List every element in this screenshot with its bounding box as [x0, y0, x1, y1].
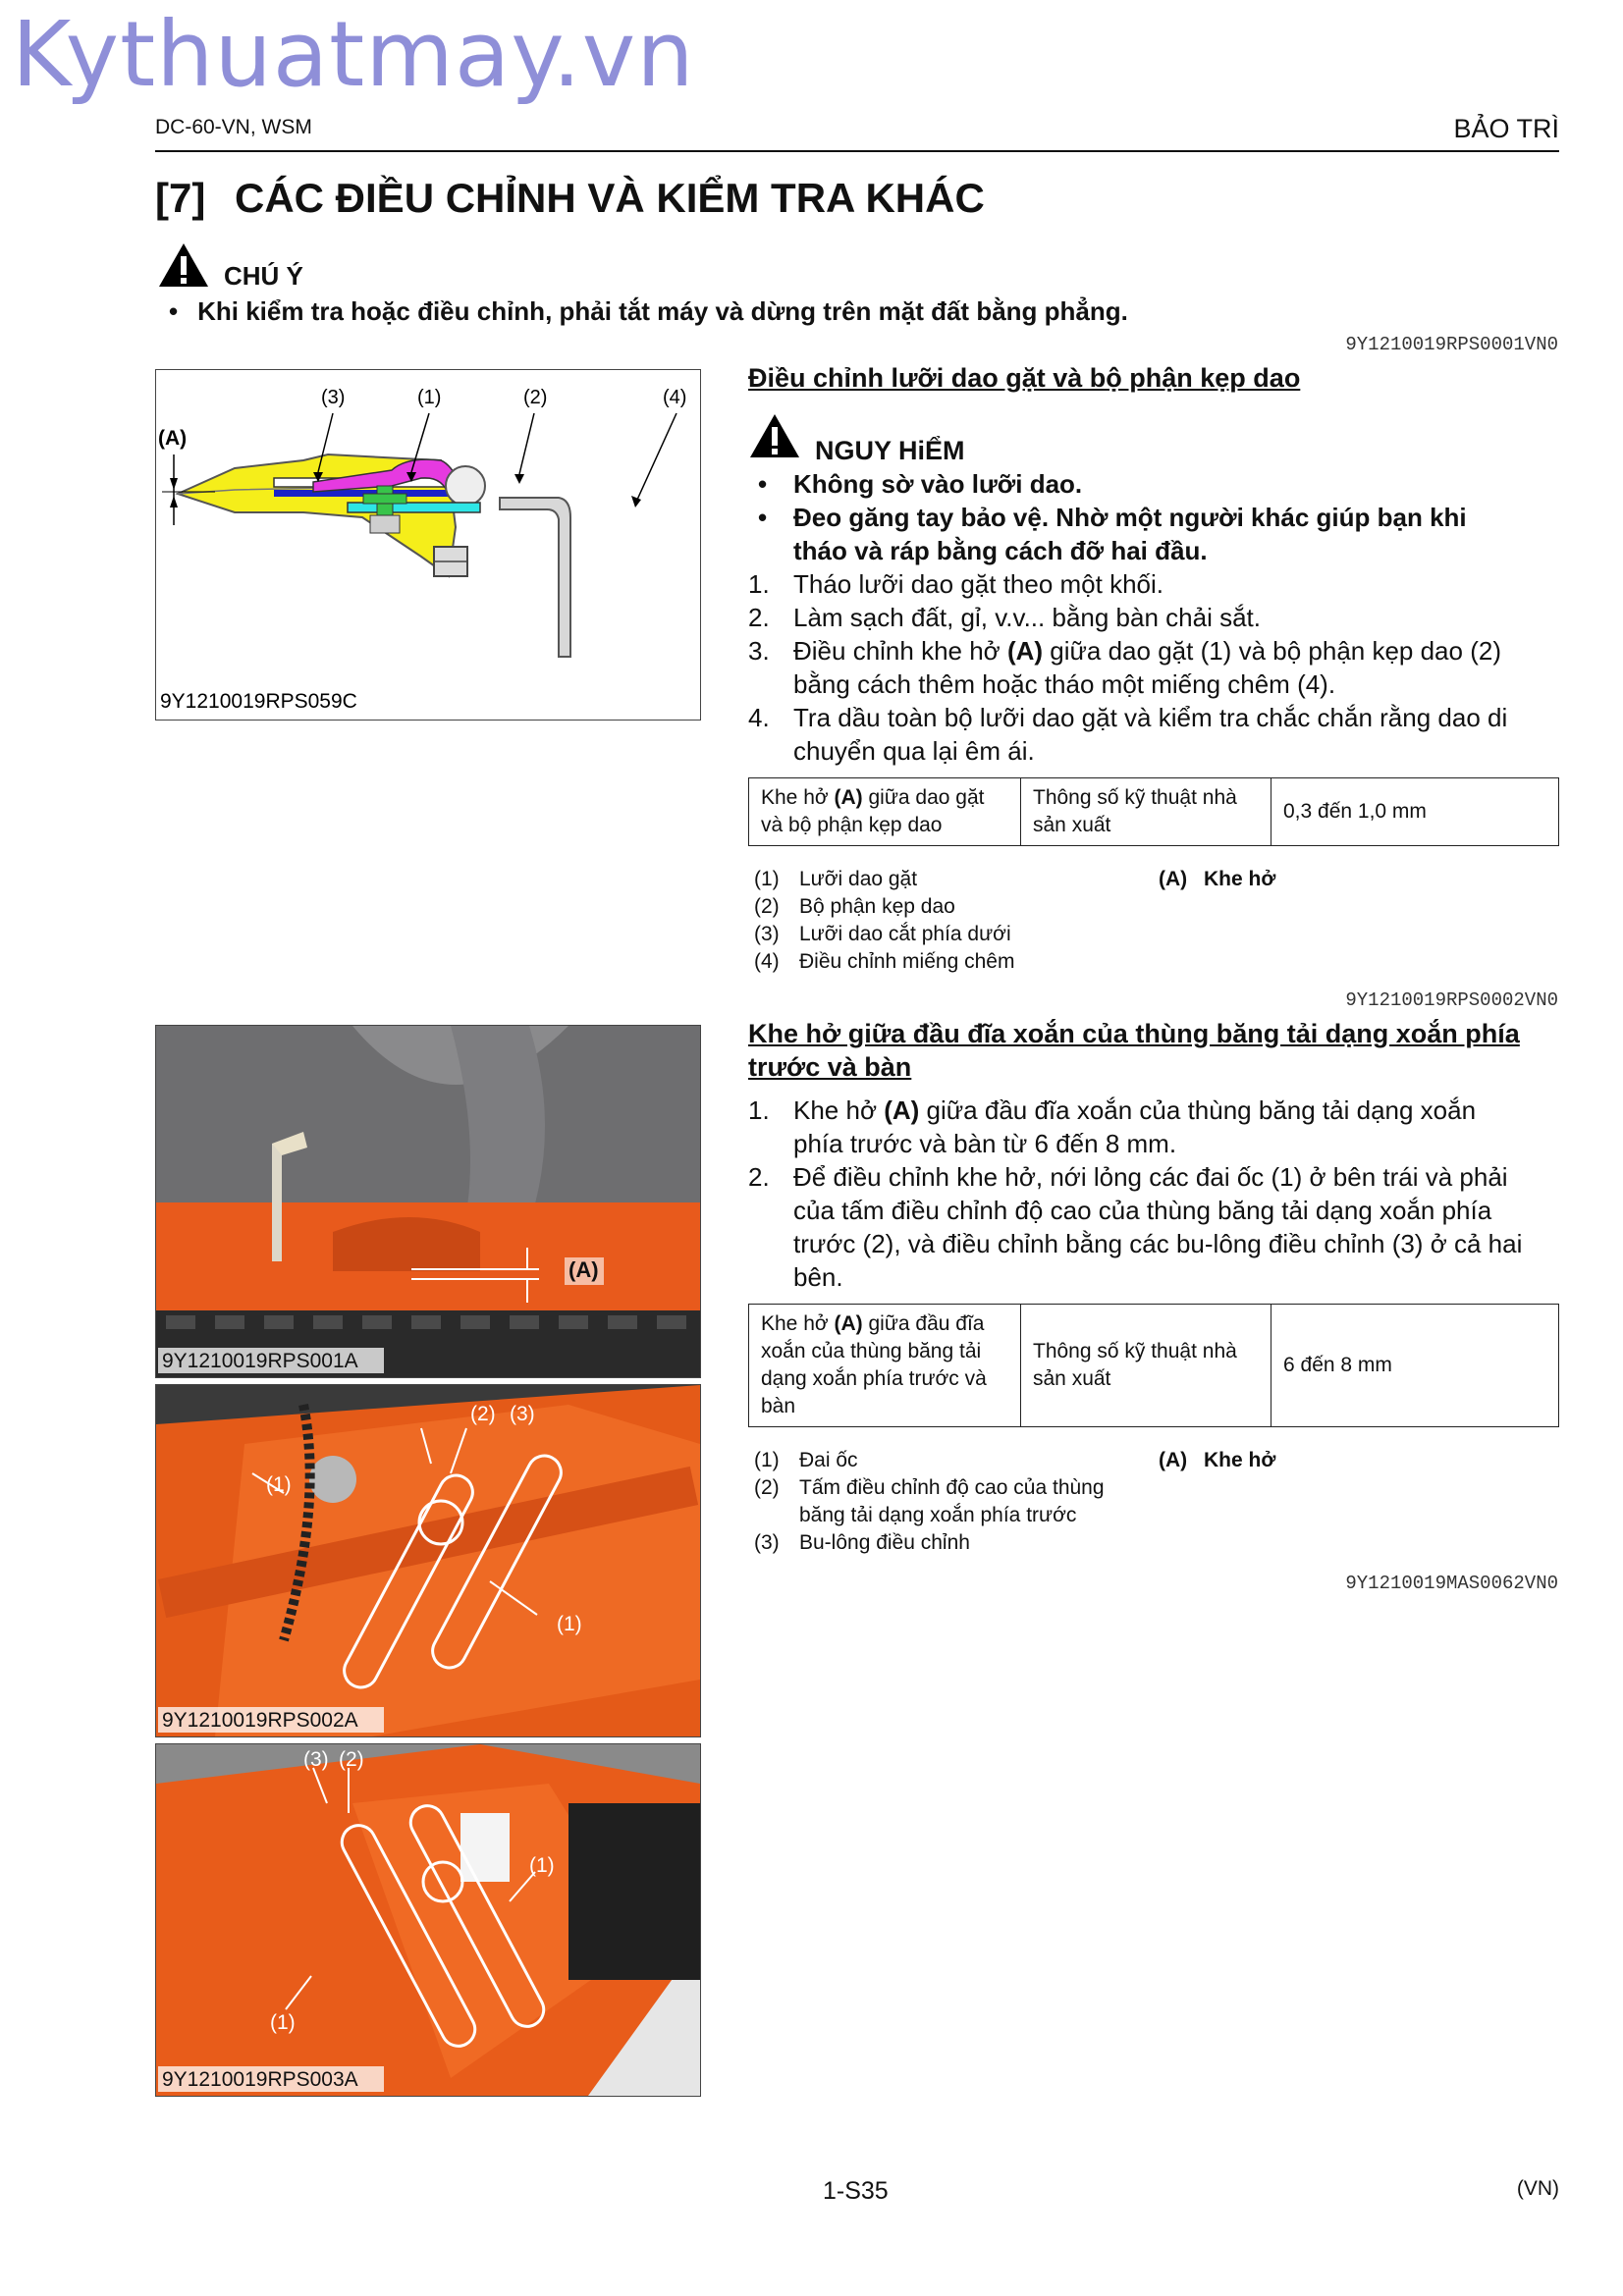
legend-item [754, 921, 1014, 948]
legend-num: (1) [754, 868, 780, 890]
legend-text: Điều chỉnh miếng chêm [799, 950, 1015, 973]
doc-code-2: 9Y1210019RPS0002VN0 [1345, 989, 1558, 1011]
legend-1-right [1159, 866, 1275, 893]
photo3-label-3: (3) [303, 1748, 329, 1771]
legend-num: (3) [754, 1531, 780, 1554]
legend-text: Bu-lông điều chỉnh [799, 1531, 970, 1554]
title-text: CÁC ĐIỀU CHỈNH VÀ KIỂM TRA KHÁC [235, 175, 985, 221]
section1-step-4-cont: chuyển qua lại êm ái. [793, 736, 1035, 766]
doc-id: DC-60-VN, WSM [155, 116, 312, 138]
section2-step-1-cont: phía trước và bàn từ 6 đến 8 mm. [793, 1129, 1177, 1158]
legend-item [754, 1474, 1105, 1502]
step-number: 1. [748, 1095, 770, 1125]
photo3-label-2: (2) [339, 1748, 364, 1771]
section2-step-2-l3: trước (2), và điều chỉnh bằng các bu-lông điều chỉnh (3) ở cả hai [793, 1229, 1523, 1258]
spec-text: Thông số kỹ thuật nhà [1033, 786, 1237, 809]
legend-num: (1) [754, 1449, 780, 1471]
photo2-label-1: (1) [266, 1473, 292, 1496]
photo3-caption: 9Y1210019RPS003A [162, 2068, 358, 2091]
section1-step-3-cont: bằng cách thêm hoặc tháo một miếng chêm (4). [793, 669, 1336, 699]
section2-title [748, 1017, 1520, 1084]
danger-bullet-2-text: Đeo găng tay bảo vệ. Nhờ một người khác giúp bạn khi [793, 503, 1467, 532]
legend-text: Tấm điều chỉnh độ cao của thùng [799, 1476, 1105, 1499]
spec-table-1-value: 0,3 đến 1,0 mm [1271, 778, 1559, 846]
photo3-label-1: (1) [529, 1854, 555, 1877]
height-plate-left-photo [156, 1744, 700, 2096]
section2-title-line2: trước và bàn [748, 1052, 912, 1082]
legend-text: Khe hở [1204, 1449, 1276, 1471]
diagram-label-4: (4) [663, 387, 687, 408]
watermark-logo: Kythuatmay.vn [12, 2, 695, 107]
spec-text: bàn [761, 1395, 796, 1417]
danger-label: NGUY HiỂM [815, 436, 965, 465]
caution-warning-icon [157, 241, 210, 289]
legend-num: (2) [754, 895, 780, 918]
legend-num: (2) [754, 1476, 780, 1499]
step-text: giữa dao gặt (1) và bộ phận kẹp dao (2) [1043, 636, 1501, 666]
section2-step-2-l4: bên. [793, 1262, 843, 1292]
legend-item [754, 1447, 1105, 1474]
spec-text: Thông số kỹ thuật nhà [1033, 1340, 1237, 1362]
doc-code-3: 9Y1210019MAS0062VN0 [1345, 1573, 1558, 1594]
spec-table-1-item [749, 778, 1021, 846]
step-number: 4. [748, 703, 770, 732]
legend-num: (3) [754, 923, 780, 945]
spec-text: Khe hở [761, 1312, 835, 1335]
step-number: 3. [748, 636, 770, 666]
language-tag: (VN) [1516, 2177, 1559, 2200]
photo2-label-3: (3) [510, 1403, 535, 1425]
spec-text: giữa đầu đĩa [862, 1312, 985, 1335]
height-plate-right-photo [156, 1385, 700, 1736]
caution-label: CHÚ Ý [224, 261, 303, 291]
section2-step-2-l2: của tấm điều chỉnh độ cao của thùng băng tải dạng xoắn phía [793, 1196, 1492, 1225]
section2-title-line1: Khe hở giữa đầu đĩa xoắn của thùng băng tải dạng xoắn phía [748, 1019, 1520, 1048]
spec-table-1 [748, 777, 1559, 846]
step-number: 2. [748, 603, 770, 632]
knife-diagram [156, 370, 700, 720]
doc-code-1: 9Y1210019RPS0001VN0 [1345, 334, 1558, 355]
spec-text-bold: (A) [834, 786, 863, 809]
spec-text-bold: (A) [834, 1312, 863, 1335]
legend-2-right [1159, 1447, 1275, 1474]
spec-text: và bộ phận kẹp dao [761, 814, 943, 836]
legend-num: (4) [754, 950, 780, 973]
caution-bullet-text: Khi kiểm tra hoặc điều chỉnh, phải tắt máy và dừng trên mặt đất bằng phẳng. [197, 296, 1128, 326]
page-title [155, 175, 985, 222]
knife-diagram-figure [155, 369, 701, 721]
photo-height-plate-right [155, 1384, 701, 1737]
legend-item [754, 1529, 1105, 1557]
caution-bullet: • Khi kiểm tra hoặc điều chỉnh, phải tắt máy và dừng trên mặt đất bằng phẳng. [169, 296, 1128, 326]
knife-diagram-caption: 9Y1210019RPS059C [160, 690, 357, 713]
auger-gap-photo [156, 1026, 700, 1377]
section-name: BẢO TRÌ [1453, 114, 1559, 143]
diagram-label-2: (2) [523, 387, 548, 408]
diagram-label-1: (1) [417, 387, 442, 408]
section1-step-2 [748, 601, 1261, 634]
danger-bullet-1-text: Không sờ vào lưỡi dao. [793, 469, 1083, 499]
step-number: 2. [748, 1162, 770, 1192]
title-number: [7] [155, 175, 206, 221]
photo3-label-1b: (1) [270, 2011, 296, 2034]
section1-step-3 [748, 634, 1501, 667]
legend-item [754, 948, 1014, 976]
diagram-label-3: (3) [321, 387, 346, 408]
step-text: Làm sạch đất, gỉ, v.v... bằng bàn chải sắt. [793, 603, 1261, 632]
step-text: Điều chỉnh khe hở [793, 636, 1007, 666]
spec-text: dạng xoắn phía trước và [761, 1367, 987, 1390]
photo1-label-a: (A) [568, 1257, 599, 1282]
photo-height-plate-left [155, 1743, 701, 2097]
header-rule [155, 150, 1559, 152]
step-text: Tra dầu toàn bộ lưỡi dao gặt và kiểm tra chắc chắn rằng dao di [793, 703, 1508, 732]
step-text: Tháo lưỡi dao gặt theo một khối. [793, 569, 1163, 599]
photo-auger-gap [155, 1025, 701, 1378]
step-text-bold: (A) [1006, 636, 1044, 666]
photo2-caption: 9Y1210019RPS002A [162, 1709, 358, 1732]
photo2-label-2: (2) [470, 1403, 496, 1425]
spec-table-2-value: 6 đến 8 mm [1271, 1305, 1559, 1427]
spec-text: giữa dao gặt [862, 786, 985, 809]
legend-text: Lưỡi dao cắt phía dưới [799, 923, 1011, 945]
danger-bullet-1: • Không sờ vào lưỡi dao. [758, 469, 1083, 499]
photo1-caption: 9Y1210019RPS001A [162, 1350, 358, 1372]
legend-item [754, 1502, 1105, 1529]
page-number: 1-S35 [823, 2177, 889, 2205]
legend-text: Đai ốc [799, 1449, 858, 1471]
step-text: Để điều chỉnh khe hở, nới lỏng các đai ốc (1) ở bên trái và phải [793, 1162, 1508, 1192]
spec-text: sản xuất [1033, 1367, 1111, 1390]
step-text: giữa đầu đĩa xoắn của thùng băng tải dạng xoắn [919, 1095, 1477, 1125]
spec-table-2 [748, 1304, 1559, 1427]
spec-table-2-item [749, 1305, 1021, 1427]
section2-step-2 [748, 1160, 1508, 1194]
danger-warning-icon [748, 412, 801, 459]
legend-text: băng tải dạng xoắn phía trước [799, 1504, 1077, 1526]
section1-title: Điều chỉnh lưỡi dao gặt và bộ phận kẹp dao [748, 363, 1301, 393]
step-number: 1. [748, 569, 770, 599]
legend-2 [754, 1447, 1105, 1557]
section1-step-4 [748, 701, 1507, 734]
danger-bullet-2-cont: tháo và ráp bằng cách đỡ hai đầu. [793, 536, 1208, 565]
spec-text: sản xuất [1033, 814, 1111, 836]
legend-text: Lưỡi dao gặt [799, 868, 918, 890]
spec-table-2-type [1021, 1305, 1271, 1427]
legend-item [754, 866, 1014, 893]
legend-text: Khe hở [1204, 868, 1276, 890]
legend-num: (A) [1159, 1449, 1188, 1471]
step-text: Khe hở [793, 1095, 885, 1125]
legend-1 [754, 866, 1014, 976]
section1-step-1 [748, 567, 1163, 601]
spec-table-1-type [1021, 778, 1271, 846]
legend-item [754, 893, 1014, 921]
spec-text: Khe hở [761, 786, 835, 809]
spec-text: xoắn của thùng băng tải [761, 1340, 982, 1362]
diagram-label-a: (A) [158, 427, 188, 450]
danger-bullet-2: • Đeo găng tay bảo vệ. Nhờ một người khác giúp bạn khi [758, 503, 1467, 532]
step-text-bold: (A) [884, 1095, 920, 1125]
legend-text: Bộ phận kẹp dao [799, 895, 955, 918]
section2-step-1 [748, 1094, 1476, 1127]
photo2-label-1b: (1) [557, 1613, 582, 1635]
legend-num: (A) [1159, 868, 1188, 890]
